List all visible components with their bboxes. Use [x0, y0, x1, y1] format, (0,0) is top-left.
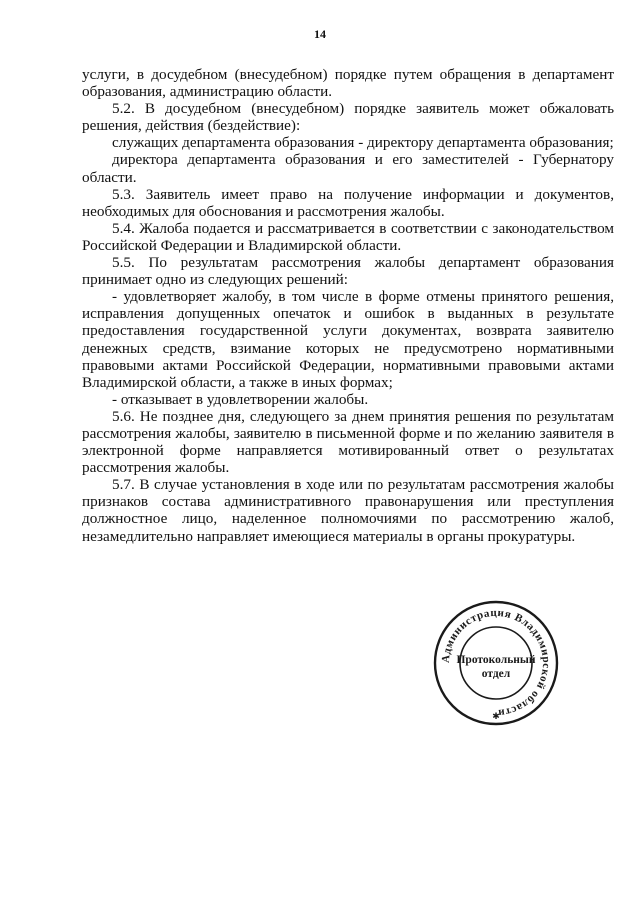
stamp-star: ✱: [492, 712, 500, 722]
paragraph-5-2: 5.2. В досудебном (внесудебном) порядке заявитель может обжаловать решения, действия (бездействие):: [82, 100, 614, 135]
paragraph-5-5-item-1: - удовлетворяет жалобу, в том числе в форме отмены принятого решения, исправления допущенных опечаток и ошибок в выданных в результате предоставления государственной услуги документах, возврата заявителю денежных средств, взимание которых не предусмотрено нормативными правовыми актами Российской Федерации, нормативными правовыми актами Владимирской области, а также в иных формах;: [82, 288, 614, 391]
paragraph-5-7: 5.7. В случае установления в ходе или по результатам рассмотрения жалобы признаков состава административного правонарушения или преступления должностное лицо, наделенное полномочиями по рассмотрению жалоб, незамедлительно направляет имеющиеся материалы в органы прокуратуры.: [82, 476, 614, 545]
paragraph-5-3: 5.3. Заявитель имеет право на получение информации и документов, необходимых для обоснования и рассмотрения жалобы.: [82, 185, 614, 220]
stamp-seal: [430, 597, 562, 729]
page-number: 14: [314, 27, 326, 41]
document-body: [82, 66, 614, 545]
paragraph-5-6: 5.6. Не позднее дня, следующего за днем принятия решения по результатам рассмотрения жалобы, заявителю в письменной форме и по желанию заявителя в электронной форме направляется мотивированный ответ о результатах рассмотрения жалобы.: [82, 407, 614, 477]
official-stamp: [430, 597, 562, 729]
paragraph-5-2-item-1: служащих департамента образования - директору департамента образования;: [112, 134, 614, 152]
stamp-center-line-1: Протокольный: [456, 654, 536, 666]
stamp-center-line-2: отдел: [481, 668, 511, 680]
stamp-ring-text: Администрация Владимирской области: [439, 606, 553, 720]
paragraph-5-5-item-2: - отказывает в удовлетворении жалобы.: [112, 390, 369, 408]
paragraph-continuation: услуги, в досудебном (внесудебном) порядке путем обращения в департамент образования, администрацию области.: [82, 66, 614, 101]
paragraph-5-4: 5.4. Жалоба подается и рассматривается в соответствии с законодательством Российской Федерации и Владимирской области.: [82, 219, 614, 254]
paragraph-5-2-item-2: директора департамента образования и его заместителей - Губернатору области.: [82, 151, 614, 186]
paragraph-5-5: 5.5. По результатам рассмотрения жалобы департамент образования принимает одно из следующих решений:: [82, 254, 614, 289]
